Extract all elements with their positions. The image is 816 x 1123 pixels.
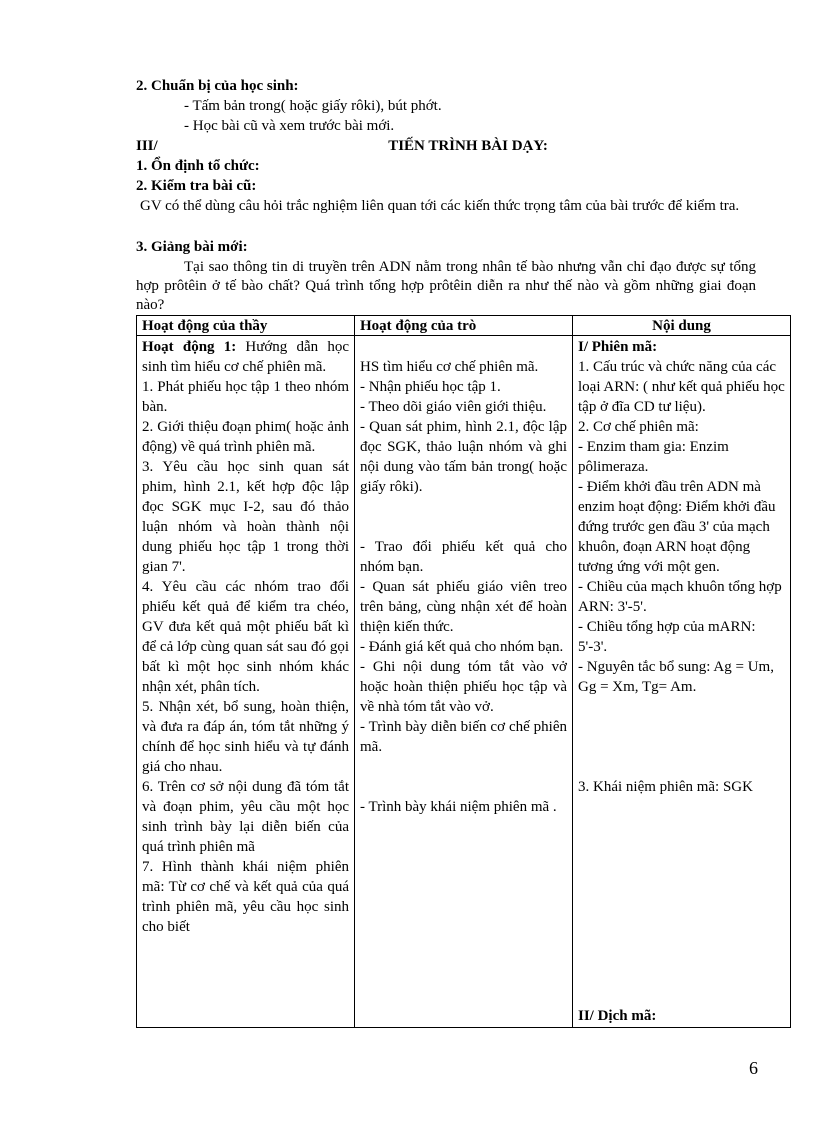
content-item: - Chiều của mạch khuôn tổng hợp ARN: 3'-5'. <box>578 579 782 615</box>
content-item: 2. Cơ chế phiên mã: <box>578 419 699 435</box>
teacher-item: 7. Hình thành khái niệm phiên mã: Từ cơ chế và kết quả của quá trình phiên mã, yêu cầu học sinh cho biết <box>142 859 349 935</box>
teacher-item: 6. Trên cơ sở nội dung đã tóm tắt và đoạn phim, yêu cầu một học sinh trình bày lại diễn biến của quá trình phiên mã <box>142 779 349 855</box>
content-item: - Nguyên tắc bổ sung: Ag = Um, Gg = Xm, Tg= Am. <box>578 659 774 695</box>
student-item: - Ghi nội dung tóm tắt vào vở hoặc hoàn thiện phiếu học tập và về nhà tóm tắt vào vở. <box>360 659 567 715</box>
student-item: - Đánh giá kết quả cho nhóm bạn. <box>360 639 564 655</box>
teacher-item: 1. Phát phiếu học tập 1 theo nhóm bàn. <box>142 379 349 415</box>
student-item: - Trao đổi phiếu kết quả cho nhóm bạn. <box>360 539 567 575</box>
teacher-item: 3. Yêu cầu học sinh quan sát phim, hình 2.1, kết hợp độc lập đọc SGK mục I-2, sau đó thảo luận nhóm và hoàn thành nội dung phiếu học tập 1 trong thời gian 7'. <box>142 459 349 575</box>
content-bottom-title: II/ Dịch mã: <box>578 1008 657 1024</box>
student-item: - Theo dõi giáo viên giới thiệu. <box>360 399 547 415</box>
content-cell <box>573 336 791 1028</box>
student-item: - Quan sát phiếu giáo viên treo trên bảng, cùng nhận xét để hoàn thiện kiến thức. <box>360 579 567 635</box>
header-student: Hoạt động của trò <box>355 316 573 336</box>
step-3: 3. Giảng bài mới: <box>136 239 248 255</box>
step-2: 2. Kiểm tra bài cũ: <box>136 178 257 194</box>
step-1: 1. Ổn định tổ chức: <box>136 158 260 174</box>
content-item: - Điểm khởi đầu trên ADN mà enzim hoạt động: Điểm khởi đầu đứng trước gen đầu 3' của mạch khuôn, đoạn ARN hoạt động tương ứng với một gen. <box>578 479 776 575</box>
prep-item: - Học bài cũ và xem trước bài mới. <box>184 118 395 134</box>
content-item: - Enzim tham gia: Enzim pôlimeraza. <box>578 439 729 475</box>
student-item: - Quan sát phim, hình 2.1, độc lập đọc SGK, thảo luận nhóm và ghi nội dung vào tấm bản trong( hoặc giấy rôki). <box>360 419 567 495</box>
lesson-table <box>136 315 791 1028</box>
activity-title: Hoạt động 1: <box>142 339 237 355</box>
content-item: - Chiều tổng hợp của mARN: 5'-3'. <box>578 619 756 655</box>
student-item: - Trình bày khái niệm phiên mã . <box>360 799 557 815</box>
step-3-text: Tại sao thông tin di truyền trên ADN nằm trong nhân tế bào nhưng vẫn chỉ đạo được sự tổng hợp prôtêin ở tế bào chất? Quá trình tổng hợp prôtêin diễn ra như thế nào và gồm những giai đoạn nào? <box>136 259 756 313</box>
page-number: 6 <box>749 1058 758 1078</box>
student-item: - Trình bày diễn biến cơ chế phiên mã. <box>360 719 567 755</box>
student-item: - Nhận phiếu học tập 1. <box>360 379 501 395</box>
prep-heading: 2. Chuẩn bị của học sinh: <box>136 78 299 94</box>
teacher-item: 5. Nhận xét, bổ sung, hoàn thiện, và đưa ra đáp án, tóm tắt những ý chính để học sinh hiểu và tự đánh giá cho nhau. <box>142 699 349 775</box>
student-cell <box>355 336 573 1028</box>
content-item: 1. Cấu trúc và chức năng của các loại ARN: ( như kết quả phiếu học tập ở đĩa CD tư liệu). <box>578 359 785 415</box>
step-2-text: GV có thể dùng câu hỏi trắc nghiệm liên quan tới các kiến thức trọng tâm của bài trước để kiểm tra. <box>140 198 740 214</box>
prep-item: - Tấm bản trong( hoặc giấy rôki), bút phớt. <box>184 98 442 114</box>
table-header-row <box>137 316 791 336</box>
content-item: 3. Khái niệm phiên mã: SGK <box>578 779 753 795</box>
section-title: TIẾN TRÌNH BÀI DẠY: <box>388 138 548 154</box>
teacher-item: 4. Yêu cầu các nhóm trao đổi phiếu kết quả để kiểm tra chéo, GV đưa kết quả một phiếu bất kì để cả lớp cùng quan sát sau đó gọi bất kì một học sinh nhóm khác nhận xét, phân tích. <box>142 579 349 695</box>
teacher-item: 2. Giới thiệu đoạn phim( hoặc ảnh động) về quá trình phiên mã. <box>142 419 349 455</box>
header-teacher: Hoạt động của thầy <box>137 316 355 336</box>
header-content: Nội dung <box>573 316 791 336</box>
section-roman: III/ <box>136 138 158 154</box>
teacher-item: Hoạt động 1: Hướng dẫn học sinh tìm hiểu cơ chế phiên mã. <box>142 339 349 375</box>
content-title: I/ Phiên mã: <box>578 339 658 355</box>
table-row <box>137 336 791 1028</box>
teacher-cell <box>137 336 355 1028</box>
student-item: HS tìm hiểu cơ chế phiên mã. <box>360 359 539 375</box>
